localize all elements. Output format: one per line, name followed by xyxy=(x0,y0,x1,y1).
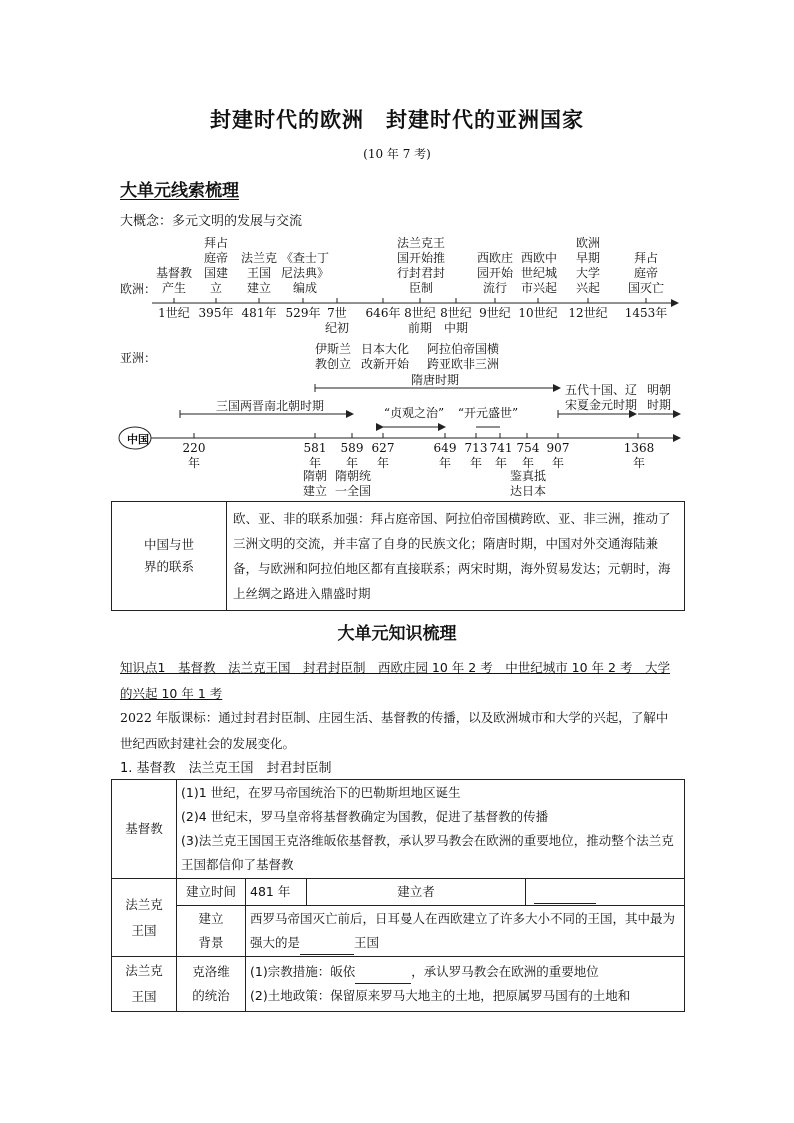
clovis-1-text: (1)宗教措施：皈依 xyxy=(250,964,356,979)
frank-label-2: 法兰克 王国 xyxy=(112,957,177,1012)
asia-event-1: 伊斯兰 教创立 xyxy=(314,342,351,371)
europe-tick-8: 8世纪 中期 xyxy=(440,306,472,335)
china-axis-ticks xyxy=(194,433,638,438)
europe-tick-5: 7世 纪初 xyxy=(324,306,349,335)
section-heading-knowledge: 大单元知识梳理 xyxy=(337,624,457,644)
china-tick-7: 741 年 xyxy=(489,441,513,470)
kaiyuan-label: “开元盛世” xyxy=(457,406,519,420)
christianity-item-3: (3)法兰克王国国王克洛维皈依基督教，承认罗马教会在欧洲的重要地位，推动整个法兰克王国都信仰了基督教 xyxy=(181,833,674,872)
europe-event-4: 《查士丁 尼法典》 编成 xyxy=(280,251,329,295)
five-dynasties-label: 五代十国、辽 宋夏金元时期 xyxy=(564,383,637,412)
founder-blank[interactable] xyxy=(534,889,596,904)
founder-label: 建立者 xyxy=(307,879,526,906)
clovis-item-1 xyxy=(250,960,680,984)
christianity-label: 基督教 xyxy=(112,780,177,879)
asia-event-3: 阿拉伯帝国横 跨亚欧非三洲 xyxy=(426,342,499,371)
china-tick-2: 581 年 xyxy=(303,441,327,470)
china-tick-6: 713 年 xyxy=(464,441,488,470)
background-text: 西罗马帝国灭亡前后，日耳曼人在西欧建立了许多大小不同的王国，其中最为强大的是 xyxy=(250,911,676,950)
china-tick-5: 649 年 xyxy=(433,441,457,470)
founded-time-value: 481 年 xyxy=(246,879,307,906)
asia-label: 亚洲： xyxy=(120,351,157,365)
asia-event-2: 日本大化 改新开始 xyxy=(360,342,409,371)
sui-tang-label: 隋唐时期 xyxy=(410,373,459,387)
europe-event-3: 法兰克 王国 建立 xyxy=(240,251,277,295)
europe-tick-6: 646年 xyxy=(365,306,401,320)
section-heading-clue: 大单元线索梳理 xyxy=(120,181,239,201)
europe-tick-2: 395年 xyxy=(198,306,234,320)
europe-tick-4: 529年 xyxy=(285,306,321,320)
page-title: 封建时代的欧洲 封建时代的亚洲国家 xyxy=(210,108,584,132)
china-tick-8: 754 年 xyxy=(516,441,540,470)
europe-tick-12: 1453年 xyxy=(624,306,668,320)
china-event-1: 隋朝 建立 xyxy=(302,469,327,498)
background-label: 建立 背景 xyxy=(177,906,246,957)
background-suffix: 王国 xyxy=(354,935,380,950)
ming-label: 明朝 时期 xyxy=(646,383,671,412)
china-event-3: 鉴真抵 达日本 xyxy=(509,469,546,498)
christianity-cell xyxy=(177,780,685,879)
curriculum-standard: 2022 年版课标：通过封君封臣制、庄园生活、基督教的传播，以及欧洲城市和大学的兴起，了解中世纪西欧封建社会的发展变化。 xyxy=(120,710,669,751)
china-tick-3: 589 年 xyxy=(340,441,364,470)
europe-event-9: 拜占 庭帝 国灭亡 xyxy=(627,251,664,295)
founded-time-label: 建立时间 xyxy=(177,879,246,906)
china-label: 中国 xyxy=(127,433,149,446)
frank-label: 法兰克 王国 xyxy=(112,879,177,957)
europe-event-8: 欧洲 早期 大学 兴起 xyxy=(575,236,600,295)
three-kingdoms-label: 三国两晋南北朝时期 xyxy=(215,399,324,413)
europe-event-6: 西欧庄 园开始 流行 xyxy=(476,251,513,295)
europe-label: 欧洲： xyxy=(120,282,157,296)
religion-blank[interactable] xyxy=(355,969,411,984)
europe-event-7: 西欧中 世纪城 市兴起 xyxy=(520,251,557,295)
clovis-1-suffix: ，承认罗马教会在欧洲的重要地位 xyxy=(411,964,599,979)
background-cell xyxy=(246,906,685,957)
strongest-kingdom-blank[interactable] xyxy=(300,940,354,955)
europe-tick-7: 8世纪 前期 xyxy=(404,306,436,335)
big-concept: 大概念：多元文明的发展与交流 xyxy=(120,214,303,229)
europe-tick-9: 9世纪 xyxy=(479,306,511,320)
clovis-item-2: (2)土地政策：保留原来罗马大地主的土地，把原属罗马国有的土地和 xyxy=(250,988,631,1003)
knowledge-table xyxy=(111,779,685,1012)
china-tick-4: 627 年 xyxy=(371,441,395,470)
europe-tick-10: 10世纪 xyxy=(518,306,558,320)
relation-content: 欧、亚、非的联系加强：拜占庭帝国、阿拉伯帝国横跨欧、亚、非三洲，推动了三洲文明的交流，并丰富了自身的民族文化；隋唐时期，中国对外交通海陆兼备，与欧洲和阿拉伯地区都有直接联系；两宋时期，海外贸易发达；元朝时，海上丝绸之路进入鼎盛时期 xyxy=(227,502,685,611)
europe-event-1: 基督教 产生 xyxy=(155,266,192,295)
clovis-cell xyxy=(246,957,685,1012)
europe-event-2: 拜占 庭帝 国建 立 xyxy=(203,236,228,295)
china-event-2: 隋朝统 一全国 xyxy=(334,469,371,498)
knowledge-point-1: 知识点1 基督教 法兰克王国 封君封臣制 西欧庄园 10 年 2 考 中世纪城市 10 年 2 考 大学的兴起 10 年 1 考 xyxy=(120,660,670,701)
zhenguan-label: “贞观之治” xyxy=(383,406,445,420)
china-tick-10: 1368 年 xyxy=(623,441,655,470)
christianity-item-2: (2)4 世纪末，罗马皇帝将基督教确定为国教，促进了基督教的传播 xyxy=(181,809,549,824)
founder-answer[interactable] xyxy=(526,879,685,906)
china-world-relation-table xyxy=(111,501,685,611)
europe-axis-ticks xyxy=(174,298,646,303)
relation-label: 中国与世 界的联系 xyxy=(112,502,227,611)
europe-tick-11: 12世纪 xyxy=(568,306,608,320)
christianity-item-1: (1)1 世纪，在罗马帝国统治下的巴勒斯坦地区诞生 xyxy=(181,785,461,800)
exam-frequency: (10 年 7 考) xyxy=(363,147,431,161)
europe-event-5: 法兰克王 国开始推 行封君封 臣制 xyxy=(396,236,445,295)
subsection-title: 1. 基督教 法兰克王国 封君封臣制 xyxy=(120,761,332,776)
china-tick-9: 907 年 xyxy=(546,441,570,470)
clovis-label: 克洛维 的统治 xyxy=(177,957,246,1012)
china-tick-1: 220 年 xyxy=(182,441,206,470)
europe-tick-3: 481年 xyxy=(241,306,277,320)
europe-tick-1: 1世纪 xyxy=(158,306,190,320)
